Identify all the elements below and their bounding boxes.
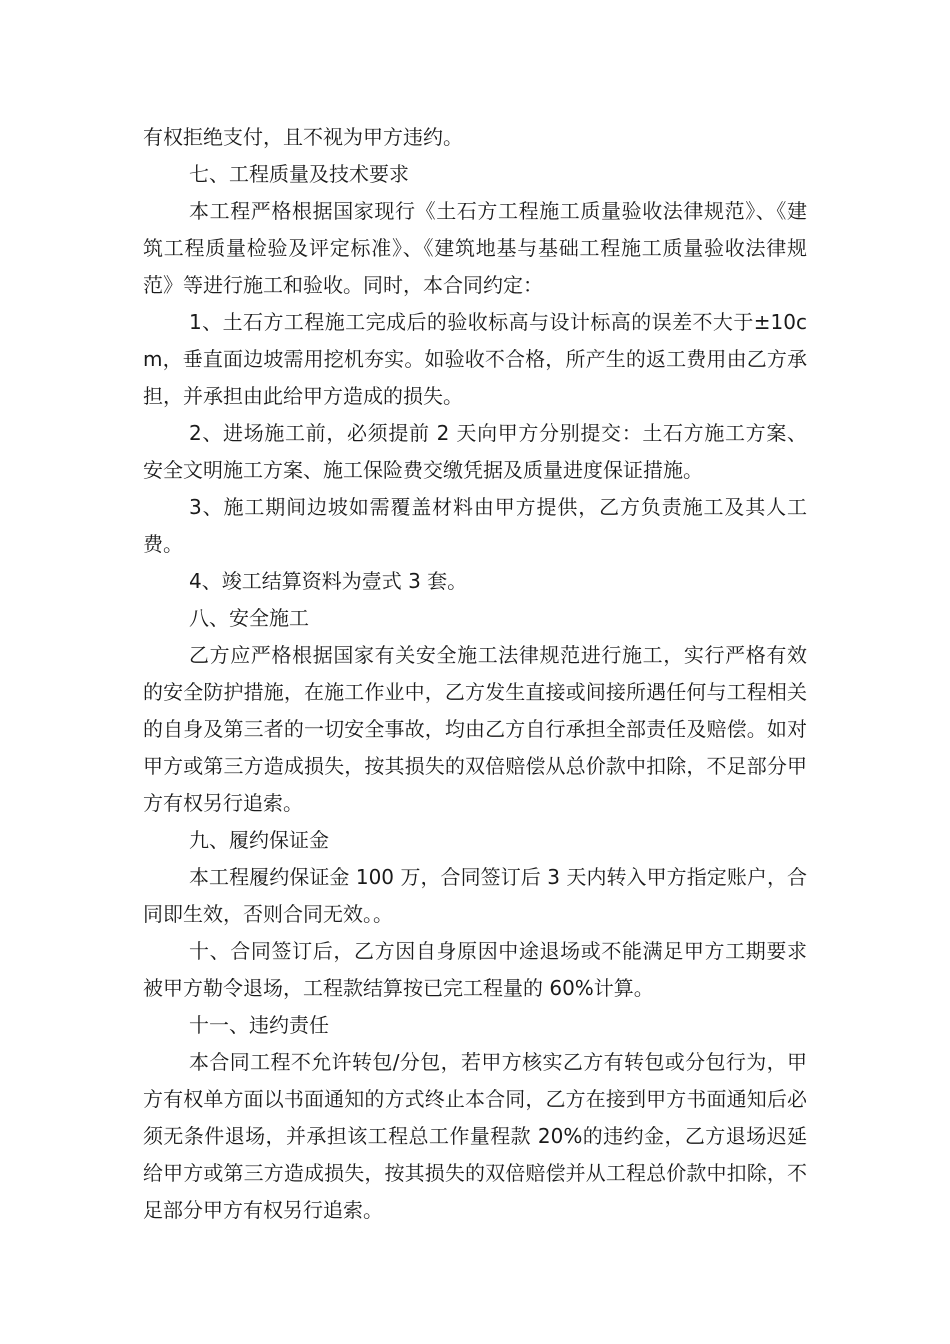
paragraph-breach-liability: 本合同工程不允许转包/分包，若甲方核实乙方有转包或分包行为，甲方有权单方面以书面通知的方式终止本合同，乙方在接到甲方书面通知后必须无条件退场，并承担该工程总工作量程款 20%的违约金，乙方退场迟延给甲方或第三方造成损失，按其损失的双倍赔偿并从工程总价款中扣除，不足部分甲方有权另行追索。 xyxy=(143,1050,807,1222)
clause-settlement-documents: 4、竣工结算资料为壹式 3 套。 xyxy=(189,569,468,593)
paragraph-early-exit-settlement: 十、合同签订后，乙方因自身原因中途退场或不能满足甲方工期要求被甲方勒令退场，工程款结算按已完工程量的 60%计算。 xyxy=(143,939,807,1000)
clause-elevation-tolerance: 1、土石方工程施工完成后的验收标高与设计标高的误差不大于±10cm，垂直面边坡需用挖机夯实。如验收不合格，所产生的返工费用由乙方承担，并承担由此给甲方造成的损失。 xyxy=(143,310,807,408)
heading-safety-construction: 八、安全施工 xyxy=(189,606,309,630)
heading-performance-bond: 九、履约保证金 xyxy=(189,828,329,852)
heading-breach-liability: 十一、违约责任 xyxy=(189,1013,329,1037)
paragraph-safety-liability: 乙方应严格根据国家有关安全施工法律规范进行施工，实行严格有效的安全防护措施，在施工作业中，乙方发生直接或间接所遇任何与工程相关的自身及第三者的一切安全事故，均由乙方自行承担全部责任及赔偿。如对甲方或第三方造成损失，按其损失的双倍赔偿从总价款中扣除，不足部分甲方有权另行追索。 xyxy=(143,643,807,815)
clause-pre-construction-submission: 2、进场施工前，必须提前 2 天向甲方分别提交：土石方施工方案、安全文明施工方案、施工保险费交缴凭据及质量进度保证措施。 xyxy=(143,421,807,482)
paragraph-payment-refusal: 有权拒绝支付，且不视为甲方违约。 xyxy=(143,125,463,149)
document-body xyxy=(143,119,807,1229)
heading-quality-requirements: 七、工程质量及技术要求 xyxy=(189,162,409,186)
paragraph-performance-bond: 本工程履约保证金 100 万，合同签订后 3 天内转入甲方指定账户，合同即生效，否则合同无效。。 xyxy=(143,865,807,926)
clause-slope-cover-material: 3、施工期间边坡如需覆盖材料由甲方提供，乙方负责施工及其人工费。 xyxy=(143,495,807,556)
paragraph-quality-standards: 本工程严格根据国家现行《土石方工程施工质量验收法律规范》、《建筑工程质量检验及评定标准》、《建筑地基与基础工程施工质量验收法律规范》等进行施工和验收。同时，本合同约定： xyxy=(143,199,807,297)
